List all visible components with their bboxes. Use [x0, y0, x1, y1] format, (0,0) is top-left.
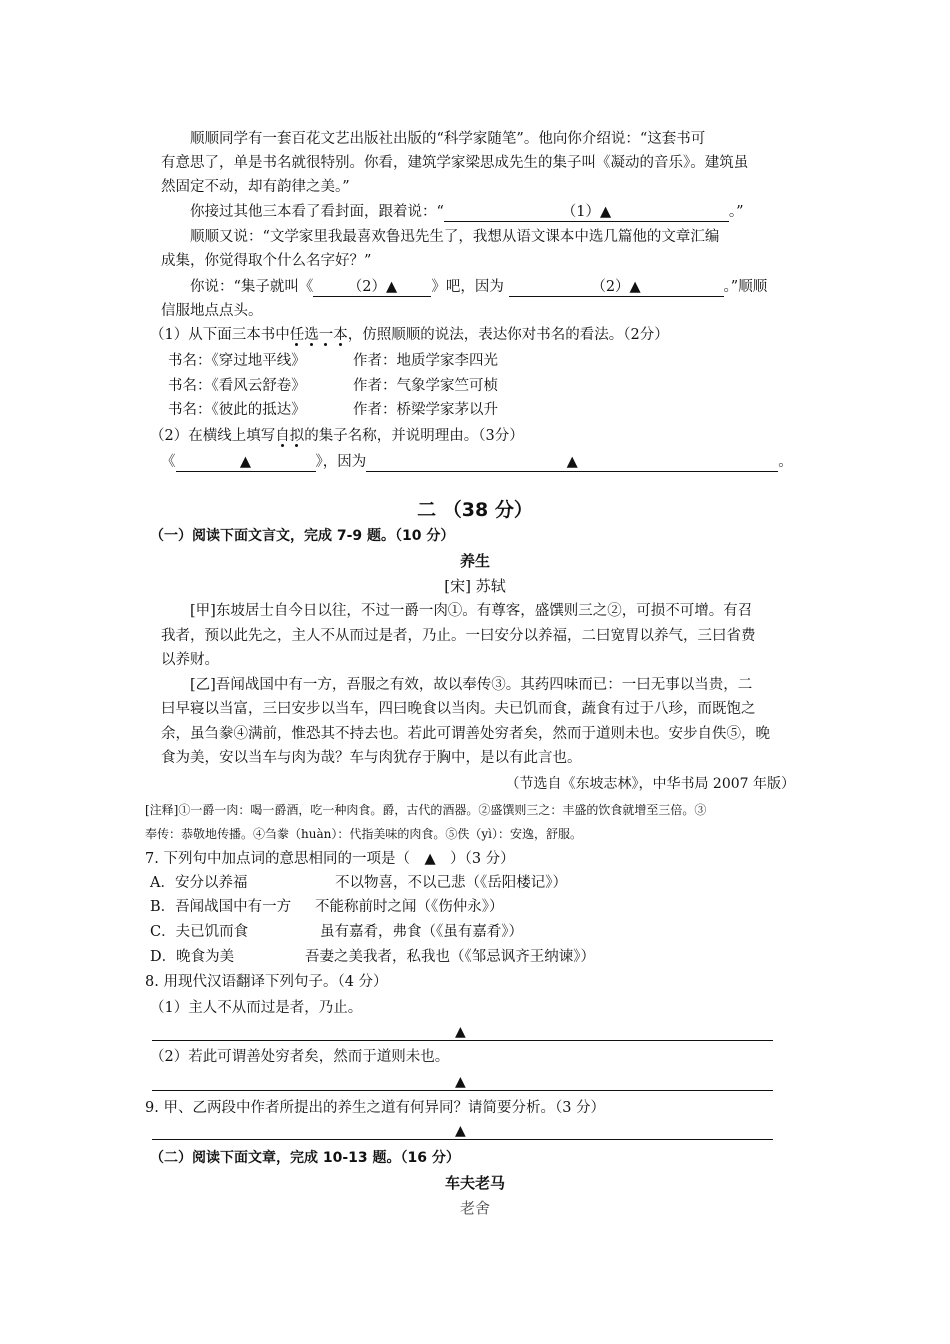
- intro-line-8: 信服地点点头。: [161, 303, 263, 319]
- question-7-option-c[interactable]: [150, 920, 523, 944]
- question-2-mid: 》，因为: [315, 454, 367, 470]
- question-2-post: 的集子名称，并说明理由。（3分）: [304, 428, 524, 444]
- source-note: （节选自《东坡志林》，中华书局 2007 年版）: [505, 776, 795, 792]
- notes-line-2: 奉传：恭敬地传播。④刍豢（huàn）：代指美味的肉食。⑤佚（yì）：安逸，舒服。: [145, 827, 582, 841]
- intro-p4-pre: 你说：“集子就叫《: [190, 279, 314, 295]
- option-a-right: 不以物喜，不以己悲（《岳阳楼记》）: [335, 875, 567, 891]
- question-1-dotted: [290, 327, 348, 343]
- part-2-heading: （二）阅读下面文章，完成 10-13 题。（16 分）: [150, 1150, 460, 1166]
- intro-line-4: [190, 200, 744, 224]
- intro-line-6: 成集，你觉得取个什么名字好？”: [161, 253, 372, 269]
- book-1-name: 书名：《穿过地平线》: [168, 353, 306, 369]
- emphasized-char: 自: [275, 428, 290, 444]
- emphasized-char: 拟: [289, 428, 305, 444]
- intro-line-1: 顺顺同学有一套百花文艺出版社出版的“科学家随笔”。他向你介绍说：“这套书可: [190, 131, 706, 147]
- answer-line-8-2[interactable]: [152, 1090, 773, 1091]
- intro-line-7: [190, 275, 767, 299]
- option-b-right: 不能称前时之闻（《伤仲永》）: [315, 899, 504, 915]
- emphasized-char: 一: [318, 327, 334, 343]
- reason-blank[interactable]: ▲: [366, 453, 778, 472]
- question-7-option-a[interactable]: [150, 871, 567, 895]
- option-d-right: 吾妻之美我者，私我也（《邹忌讽齐王纳谏》）: [305, 949, 595, 965]
- option-d-left: D．晚食为美: [150, 949, 235, 965]
- question-7-stem: 7. 下列句中加点词的意思相同的一项是（ ▲ ）（3 分）: [145, 851, 515, 867]
- question-1-pre: （1）从下面三本书中: [150, 327, 290, 343]
- jia-line-1: [甲]东坡居士自今日以往，不过一爵一肉①。有尊客，盛馔则三之②，可损不可增。有召: [190, 603, 753, 619]
- book-1-author: 作者：地质学家李四光: [353, 353, 498, 369]
- option-b-left: B．吾闻战国中有一方: [150, 899, 292, 915]
- book-3: [168, 398, 498, 422]
- answer-marker-8-1: ▲: [455, 1024, 466, 1040]
- section-2-heading: 二 （38 分）: [417, 499, 533, 521]
- intro-line-2: 有意思了，单是书名就很特别。你看，建筑学家梁思成先生的集子叫《凝动的音乐》。建筑虽: [161, 155, 749, 171]
- story-title: 车夫老马: [444, 1174, 505, 1192]
- emphasized-char: 任: [289, 327, 305, 343]
- question-8-sentence-1: （1）主人不从而过是者，乃止。: [150, 1000, 363, 1016]
- question-7-option-b[interactable]: [150, 895, 504, 919]
- classical-author: [宋] 苏轼: [444, 577, 506, 595]
- answer-marker-9: ▲: [455, 1123, 466, 1139]
- question-2-dotted: [275, 428, 304, 444]
- question-1-stem: [150, 323, 669, 347]
- story-author: 老舍: [459, 1199, 490, 1217]
- book-3-author: 作者：桥梁学家茅以升: [353, 402, 498, 418]
- answer-blank-1[interactable]: （1）▲: [444, 203, 729, 222]
- collection-name-blank[interactable]: ▲: [176, 453, 316, 472]
- yi-line-4: 食为美，安以当车与肉为哉？车与肉犹存于胸中，是以有此言也。: [161, 750, 582, 766]
- book-2-author: 作者：气象学家竺可桢: [353, 378, 498, 394]
- question-1-post: ，仿照顺顺的说法，表达你对书名的看法。（2分）: [347, 327, 669, 343]
- question-8-sentence-2: （2）若此可谓善处穷者矣，然而于道则未也。: [150, 1049, 450, 1065]
- notes-line-1: [注释]①一爵一肉：喝一爵酒，吃一种肉食。爵，古代的酒器。②盛馔则三之：丰盛的饮食就增至三倍。③: [145, 803, 707, 817]
- question-2-pre: （2）在横线上填写: [150, 428, 276, 444]
- jia-line-3: 以养财。: [161, 652, 219, 668]
- yi-line-3: 余，虽刍豢④满前，惟恐其不持去也。若此可谓善处穷者矣，然而于道则未也。安步自佚⑤，晚: [161, 726, 770, 742]
- book-2: [168, 374, 498, 398]
- intro-p2-pre: 你接过其他三本看了看封面，跟着说：“: [190, 204, 444, 220]
- question-2-answer: [161, 450, 793, 474]
- question-2-open: 《: [161, 454, 176, 470]
- question-7-option-d[interactable]: [150, 945, 595, 969]
- emphasized-char: 本: [333, 327, 348, 343]
- option-c-right: 虽有嘉肴，弗食（《虽有嘉肴》）: [320, 924, 523, 940]
- answer-marker-8-2: ▲: [455, 1074, 466, 1090]
- book-1: [168, 349, 498, 373]
- question-9-stem: 9. 甲、乙两段中作者所提出的养生之道有何异同？请简要分析。（3 分）: [145, 1100, 606, 1116]
- option-c-left: C．夫已饥而食: [150, 924, 249, 940]
- answer-blank-2b[interactable]: （2）▲: [509, 278, 724, 297]
- option-a-left: A．安分以养福: [150, 875, 248, 891]
- book-2-name: 书名：《看风云舒卷》: [168, 378, 306, 394]
- answer-line-9[interactable]: [152, 1139, 773, 1140]
- intro-p4-post: 。”顺顺: [723, 279, 768, 295]
- part-1-heading: （一）阅读下面文言文，完成 7-9 题。（10 分）: [150, 528, 455, 544]
- question-8-stem: 8. 用现代汉语翻译下列句子。（4 分）: [145, 974, 388, 990]
- intro-line-3: 然固定不动，却有韵律之美。”: [161, 179, 350, 195]
- intro-line-5: 顺顺又说：“文学家里我最喜欢鲁迅先生了，我想从语文课本中选几篇他的文章汇编: [190, 229, 720, 245]
- answer-line-8-1[interactable]: [152, 1040, 773, 1041]
- answer-blank-2a[interactable]: （2）▲: [313, 278, 431, 297]
- emphasized-char: 选: [304, 327, 319, 343]
- question-2-stem: [150, 424, 524, 448]
- yi-line-1: [乙]吾闻战国中有一方，吾服之有效，故以奉传③。其药四味而已：一曰无事以当贵，二: [190, 677, 753, 693]
- yi-line-2: 曰早寝以当富，三曰安步以当车，四曰晚食以当肉。夫已饥而食，蔬食有过于八珍，而既饱之: [161, 701, 756, 717]
- classical-title: 养生: [459, 552, 490, 570]
- jia-line-2: 我者，预以此先之，主人不从而过是者，乃止。一曰安分以养福，二曰宽胃以养气，三曰省费: [161, 628, 756, 644]
- question-2-end: 。: [778, 454, 793, 470]
- book-3-name: 书名：《彼此的抵达》: [168, 402, 306, 418]
- intro-p4-mid: 》吧，因为: [431, 279, 509, 295]
- intro-p2-post: 。”: [728, 204, 744, 220]
